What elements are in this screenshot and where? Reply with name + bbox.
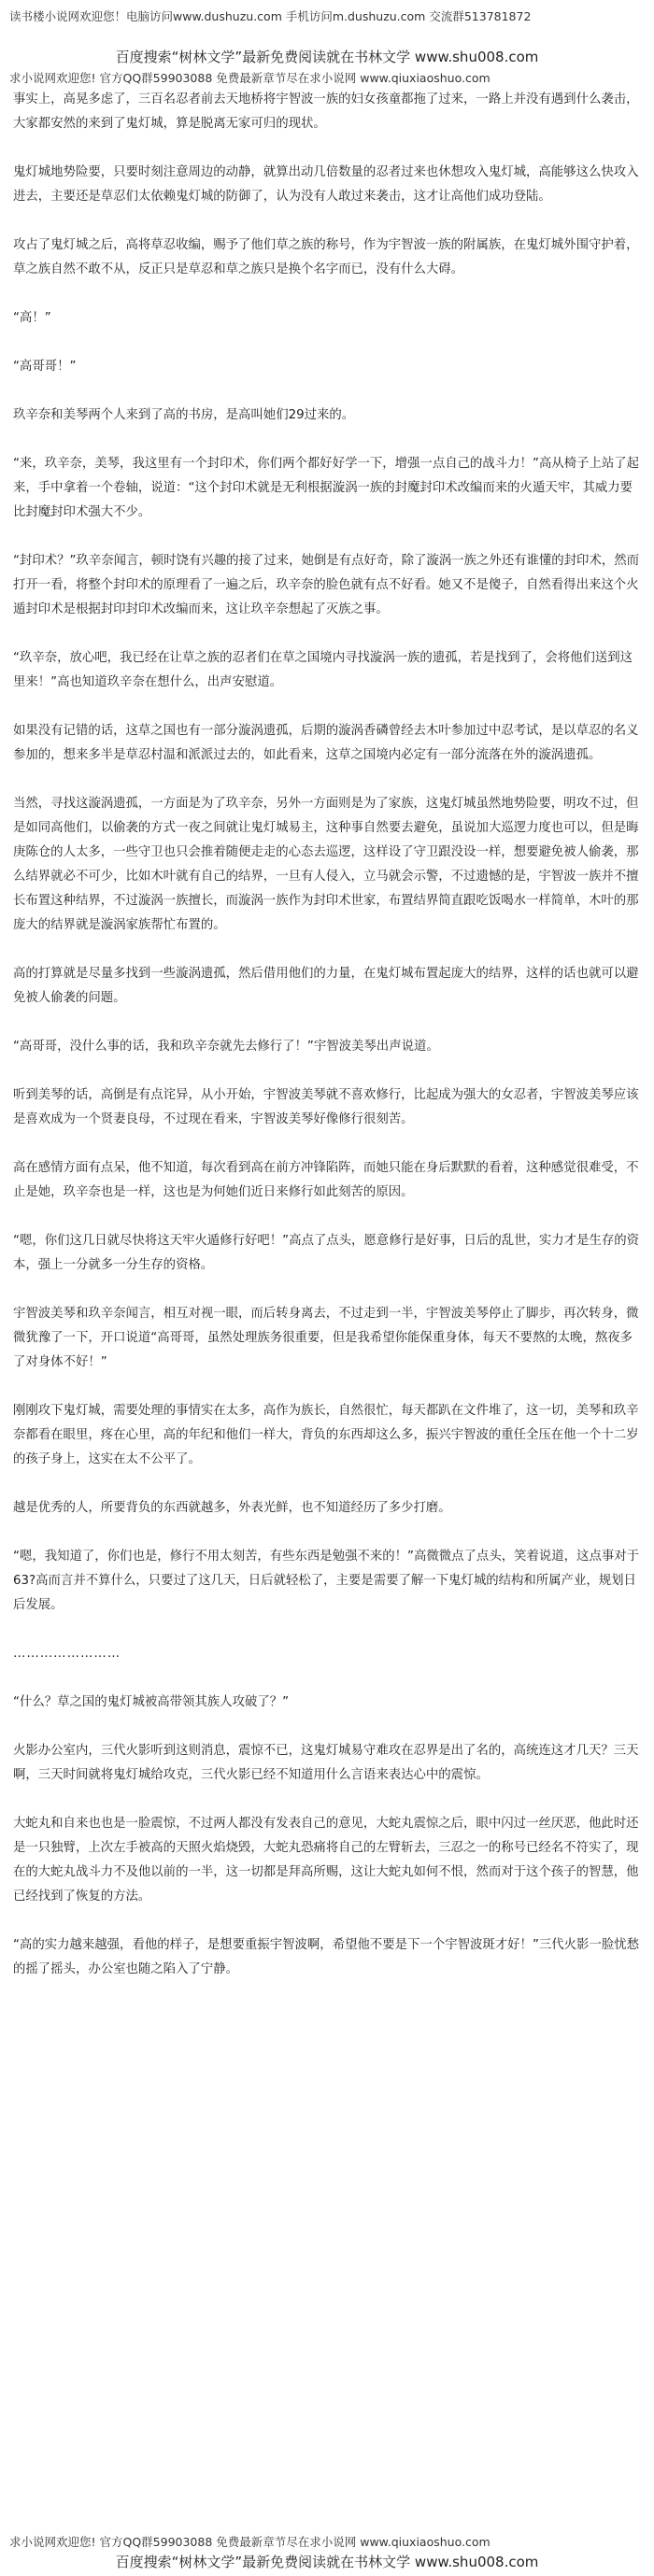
page-footer: [0, 2533, 654, 2576]
paragraph: “封印术？”玖辛奈闻言，顿时饶有兴趣的接了过来，她倒是有点好奇，除了漩涡一族之外还有谁懂的封印术，然而打开一看，将整个封印术的原理看了一遍之后，玖辛奈的脸色就有点不好看。她又不是傻子，自然看得出来这个火遁封印术是根据封印封印术改编而来，这让玖辛奈想起了灭族之事。: [13, 554, 640, 616]
paragraph: 攻占了鬼灯城之后，高将草忍收编，赐予了他们草之族的称号，作为宇智波一族的附属族，在鬼灯城外围守护着，草之族自然不敢不从，反正只是草忍和草之族只是换个名字而已，没有什么大碍。: [13, 238, 639, 276]
paragraph: “高！”: [13, 311, 51, 325]
paragraph: “玖辛奈，放心吧，我已经在让草之族的忍者们在草之国境内寻找漩涡一族的遗孤，若是找到了，会将他们送到这里来！”高也知道玖辛奈在想什么，出声安慰道。: [13, 651, 633, 689]
footer-ad-line: 百度搜索“树林文学”最新免费阅读就在书林文学 www.shu008.com: [115, 2554, 539, 2570]
paragraph: 鬼灯城地势险要，只要时刻注意周边的动静，就算出动几倍数量的忍者过来也休想攻入鬼灯城，高能够这么快攻入进去，主要还是草忍们太依赖鬼灯城的防御了，认为没有人敢过来袭击，这才让高他们成功登陆。: [13, 165, 639, 204]
paragraph: “嗯，我知道了，你们也是，修行不用太刻苦，有些东西是勉强不来的！”高微微点了点头，笑着说道，这点事对于63?高而言并不算什么，只要过了这几天，日后就轻松了，主要是需要了解一下鬼灯城的结构和所属产业，规划日后发展。: [13, 1550, 640, 1612]
paragraph: “来，玖辛奈，美琴，我这里有一个封印术，你们两个都好好学一下，增强一点自己的战斗力！”高从椅子上站了起来，手中拿着一个卷轴，说道：“这个封印术就是无利根据漩涡一族的封魔封印术改编而来的火遁天牢，其威力要比封魔封印术强大不少。: [13, 457, 640, 519]
site-banner: 读书楼小说网欢迎您！电脑访问www.dushuzu.com 手机访问m.dushuzu.com 交流群513781872: [9, 9, 532, 23]
ad-line: 百度搜索“树林文学”最新免费阅读就在书林文学 www.shu008.com: [115, 49, 539, 65]
chapter-body: [0, 88, 654, 1982]
source-line: 求小说网欢迎您! 官方QQ群59903088 免费最新章节尽在求小说网 www.qiuxiaoshuo.com: [9, 71, 490, 85]
paragraph: 大蛇丸和自来也也是一脸震惊，不过两人都没有发表自己的意见，大蛇丸震惊之后，眼中闪过一丝厌恶，他此时还是一只独臂，上次左手被高的天照火焰烧毁，大蛇丸恐痛将自己的左臂斩去，三忍之一的称号已经名不符实了，现在的大蛇丸战斗力不及他以前的一半，这一切都是拜高所赐，这让大蛇丸如何不恨，然而对于这个孩子的智慧，他已经找到了恢复的方法。: [13, 1817, 639, 1904]
paragraph: 如果没有记错的话，这草之国也有一部分漩涡遗孤，后期的漩涡香磷曾经去木叶参加过中忍考试，是以草忍的名义参加的，想来多半是草忍村温和派派过去的，如此看来，这草之国境内必定有一部分流落在外的漩涡遗孤。: [13, 724, 639, 762]
paragraph: “高哥哥！”: [13, 360, 77, 374]
paragraph: 事实上，高晃多虑了，三百名忍者前去天地桥将宇智波一族的妇女孩童都拖了过来，一路上并没有遇到什么袭击，大家都安然的来到了鬼灯城，算是脱离无家可归的现状。: [13, 92, 639, 131]
paragraph: 越是优秀的人，所要背负的东西就越多，外表光鲜，也不知道经历了多少打磨。: [13, 1501, 451, 1515]
paragraph: 高的打算就是尽量多找到一些漩涡遗孤，然后借用他们的力量，在鬼灯城布置起庞大的结界，这样的话也就可以避免被人偷袭的问题。: [13, 967, 639, 1005]
paragraph: ……………………: [13, 1647, 121, 1661]
footer-source-line: 求小说网欢迎您! 官方QQ群59903088 免费最新章节尽在求小说网 www.qiuxiaoshuo.com: [9, 2535, 490, 2549]
paragraph: 高在感情方面有点呆，他不知道，每次看到高在前方冲锋陷阵，而她只能在身后默默的看着，这种感觉很难受，不止是她，玖辛奈也是一样，这也是为何她们近日来修行如此刻苦的原因。: [13, 1161, 639, 1199]
paragraph: 火影办公室内，三代火影听到这则消息，震惊不已，这鬼灯城易守难攻在忍界是出了名的，高统连这才几天？三天啊，三天时间就将鬼灯城给攻克，三代火影已经不知道用什么言语来表达心中的震惊。: [13, 1744, 639, 1782]
paragraph: 当然，寻找这漩涡遗孤，一方面是为了玖辛奈，另外一方面则是为了家族，这鬼灯城虽然地势险要，明攻不过，但是如同高他们，以偷袭的方式一夜之间就让鬼灯城易主，这种事自然要去避免，虽说加大巡逻力度也可以，但是晦庚陈仓的人太多，一些守卫也只会推着随便走走的心态去巡逻，这样设了守卫跟没设一样，想要避免被人偷袭，那么结界就必不可少，比如木叶就有自己的结界，一旦有人侵入，立马就会示警，不过遗憾的是，宇智波一族并不擅长布置这种结界，不过漩涡一族擅长，而漩涡一族作为封印术世家，布置结界简直跟吃饭喝水一样简单，木叶的那庞大的结界就是漩涡家族帮忙布置的。: [13, 797, 639, 932]
paragraph: “什么？草之国的鬼灯城被高带领其族人攻破了？”: [13, 1695, 290, 1709]
paragraph: “高哥哥，没什么事的话，我和玖辛奈就先去修行了！”宇智波美琴出声说道。: [13, 1040, 439, 1054]
paragraph: 宇智波美琴和玖辛奈闻言，相互对视一眼，而后转身离去，不过走到一半，宇智波美琴停止了脚步，再次转身，微微犹豫了一下，开口说道“高哥哥，虽然处理族务很重要，但是我希望你能保重身体，每天不要熬的太晚，熬夜多了对身体不好！”: [13, 1307, 639, 1369]
paragraph: 玖辛奈和美琴两个人来到了高的书房，是高叫她们29过来的。: [13, 408, 355, 422]
paragraph: 听到美琴的话，高倒是有点诧异，从小开始，宇智波美琴就不喜欢修行，比起成为强大的女忍者，宇智波美琴应该是喜欢成为一个贤妻良母，不过现在看来，宇智波美琴好像修行很刻苦。: [13, 1088, 639, 1126]
paragraph: “嗯，你们这几日就尽快将这天牢火遁修行好吧！”高点了点头，愿意修行是好事，日后的乱世，实力才是生存的资本，强上一分就多一分生存的资格。: [13, 1234, 640, 1272]
paragraph: 刚刚攻下鬼灯城，需要处理的事情实在太多，高作为族长，自然很忙，每天都趴在文件堆了，这一切，美琴和玖辛奈都看在眼里，疼在心里，高的年纪和他们一样大，背负的东西却这么多，振兴宇智波的重任全压在他一个十二岁的孩子身上，这实在太不公平了。: [13, 1404, 639, 1466]
paragraph: “高的实力越来越强，看他的样子，是想要重振宇智波啊，希望他不要是下一个宇智波斑才好！”三代火影一脸忧愁的摇了摇头，办公室也随之陷入了宁静。: [13, 1938, 640, 1976]
